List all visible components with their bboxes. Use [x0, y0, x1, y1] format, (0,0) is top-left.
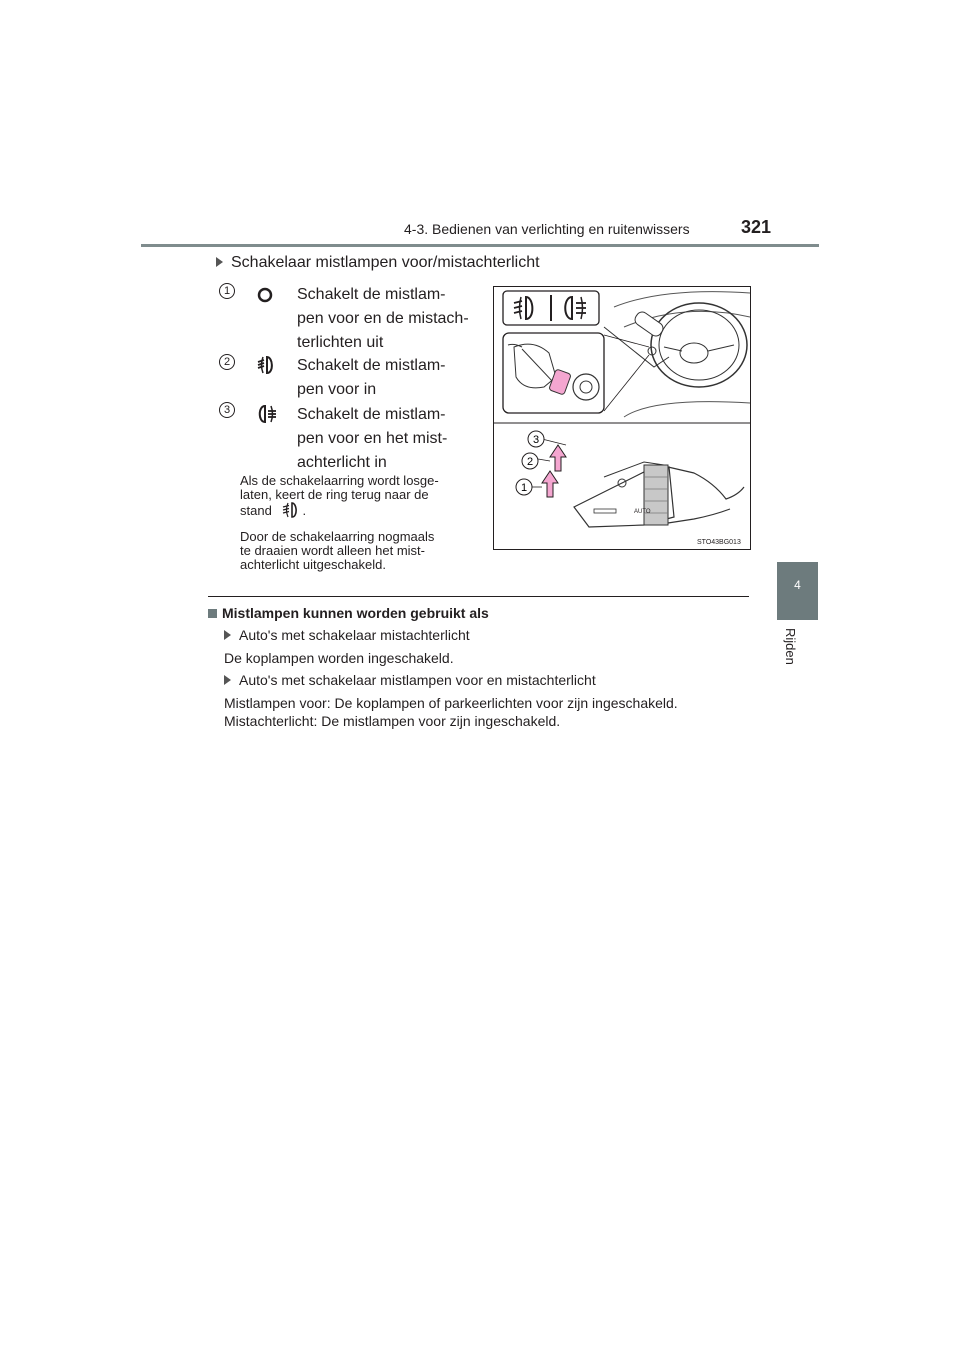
callout-label: 2	[526, 456, 534, 468]
list-item-text: Auto's met schakelaar mistachterlicht	[239, 627, 470, 643]
note-again	[240, 530, 464, 572]
auto-label: AUTO	[634, 509, 651, 515]
body-text: De koplampen worden ingeschakeld.	[224, 650, 454, 666]
figure-code: STO43BG013	[697, 539, 741, 546]
list-item-text: Auto's met schakelaar mistlampen voor en mistachterlicht	[239, 672, 596, 688]
triangle-bullet-icon	[224, 630, 231, 640]
section-title: 4-3. Bedienen van verlichting en ruitenwissers	[404, 221, 690, 237]
note-line-text: stand	[240, 503, 272, 518]
note-line: achterlicht uitgeschakeld.	[240, 557, 386, 572]
item-line: pen voor in	[297, 381, 377, 398]
item-description	[297, 354, 477, 402]
page-number: 321	[741, 217, 772, 237]
item-line: achterlicht in	[297, 454, 387, 471]
off-ring-icon	[256, 286, 274, 304]
item-number: 1	[219, 283, 235, 299]
note-line-end: .	[302, 503, 307, 518]
chapter-label	[780, 628, 800, 688]
note-line: te draaien wordt alleen het mist-	[240, 543, 425, 558]
chapter-name: Rijden	[783, 628, 798, 665]
subheading-text: Schakelaar mistlampen voor/mistachterlicht	[231, 254, 540, 271]
section-heading-text: Mistlampen kunnen worden gebruikt als	[222, 605, 489, 621]
item-line: Schakelt de mistlam-	[297, 357, 446, 374]
note-release	[240, 474, 464, 518]
note-line	[240, 502, 464, 518]
item-description	[297, 403, 477, 475]
list-item	[224, 672, 596, 688]
front-fog-lamp-icon	[281, 502, 301, 518]
section-heading	[208, 605, 489, 621]
triangle-bullet-icon	[224, 675, 231, 685]
subheading	[216, 254, 540, 272]
chapter-tab: 4	[777, 562, 818, 620]
item-line: terlichten uit	[297, 334, 384, 351]
switch-illustration-drawing	[494, 287, 750, 549]
header-divider	[141, 244, 819, 247]
switch-illustration	[493, 286, 751, 550]
callout-label: 3	[532, 434, 540, 446]
section-divider	[208, 596, 749, 597]
item-description	[297, 283, 477, 355]
body-text: Mistachterlicht: De mistlampen voor zijn ingeschakeld.	[224, 713, 561, 729]
item-line: pen voor en het mist-	[297, 430, 448, 447]
body-text: Mistlampen voor: De koplampen of parkeerlichten voor zijn ingeschakeld.	[224, 695, 678, 711]
list-item	[224, 627, 470, 643]
item-line: Schakelt de mistlam-	[297, 406, 446, 423]
rear-fog-lamp-icon	[255, 403, 279, 425]
item-number: 2	[219, 354, 235, 370]
callout-label: 1	[520, 482, 528, 494]
item-line: Schakelt de mistlam-	[297, 286, 446, 303]
square-bullet-icon	[208, 609, 217, 618]
item-number: 3	[219, 402, 235, 418]
triangle-bullet-icon	[216, 257, 223, 267]
note-line: laten, keert de ring terug naar de	[240, 487, 429, 502]
note-line: Door de schakelaarring nogmaals	[240, 529, 435, 544]
item-line: pen voor en de mistach-	[297, 310, 469, 327]
note-line: Als de schakelaarring wordt losge-	[240, 473, 439, 488]
front-fog-lamp-icon	[255, 354, 277, 376]
